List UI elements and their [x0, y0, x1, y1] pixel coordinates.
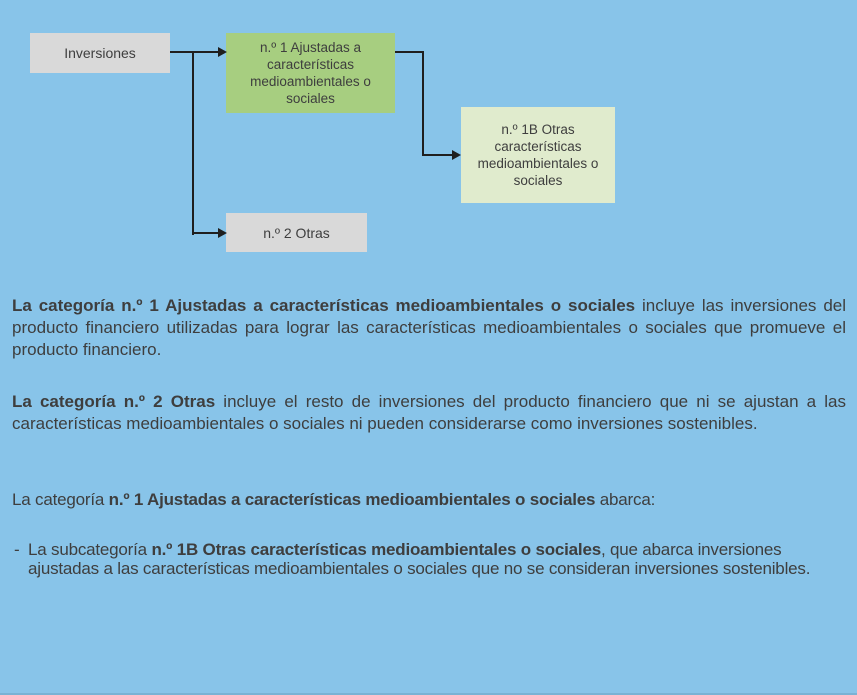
category-1-body-text: incluye las inversiones del producto financiero utilizadas para lograr las características medioambientales o sociales que promueve el producto financiero. [12, 296, 847, 359]
scope-trail-text: abarca: [595, 490, 656, 509]
bullet-trail-text: , que abarca inversiones ajustadas a las características medioambientales o sociales que no se consideran inversiones sostenibles. [28, 540, 811, 578]
arrowhead-to-category-2-icon [218, 228, 227, 238]
bullet-dash-icon: - [14, 540, 20, 559]
category-2-bold-phrase: La categoría n.º 2 Otras [12, 392, 216, 411]
arrowhead-to-category-1-icon [218, 47, 227, 57]
paragraph-category-1-description [12, 295, 846, 361]
category-1-bold-phrase: La categoría n.º 1 Ajustadas a características medioambientales o sociales [12, 296, 636, 315]
node-inversiones [30, 33, 170, 73]
node-category-1 [226, 33, 395, 113]
node-category-2 [226, 213, 367, 252]
bullet-subcategory-1b [12, 540, 846, 578]
connector-to-category-2 [192, 232, 219, 234]
node-inversiones-label: Inversiones [64, 45, 136, 61]
connector-branch-vertical [192, 51, 194, 235]
connector-to-subcategory-1b [422, 154, 453, 156]
category-2-body-text: incluye el resto de inversiones del producto financiero que ni se ajustan a las características medioambientales o sociales ni pueden considerarse como inversiones sostenibles. [12, 392, 847, 433]
connector-1b-vertical [422, 51, 424, 156]
investment-categories-flowchart [0, 0, 857, 270]
arrowhead-to-subcategory-1b-icon [452, 150, 461, 160]
bullet-lead-text: La subcategoría [28, 540, 152, 559]
node-category-1-label: n.º 1 Ajustadas a características medioambientales o sociales [250, 40, 371, 106]
paragraph-category-1-scope [12, 489, 846, 511]
bullet-bold-phrase: n.º 1B Otras características medioambientales o sociales [151, 540, 601, 559]
scope-bold-phrase: n.º 1 Ajustadas a características medioambientales o sociales [108, 490, 596, 509]
connector-inversiones-out [170, 51, 219, 53]
node-subcategory-1b-label: n.º 1B Otras características medioambientales o sociales [477, 122, 599, 188]
scope-lead-text: La categoría [12, 490, 109, 509]
paragraph-category-2-description [12, 391, 846, 435]
node-subcategory-1b [461, 107, 615, 203]
node-category-2-label: n.º 2 Otras [263, 224, 330, 241]
connector-category-1-out [395, 51, 424, 53]
